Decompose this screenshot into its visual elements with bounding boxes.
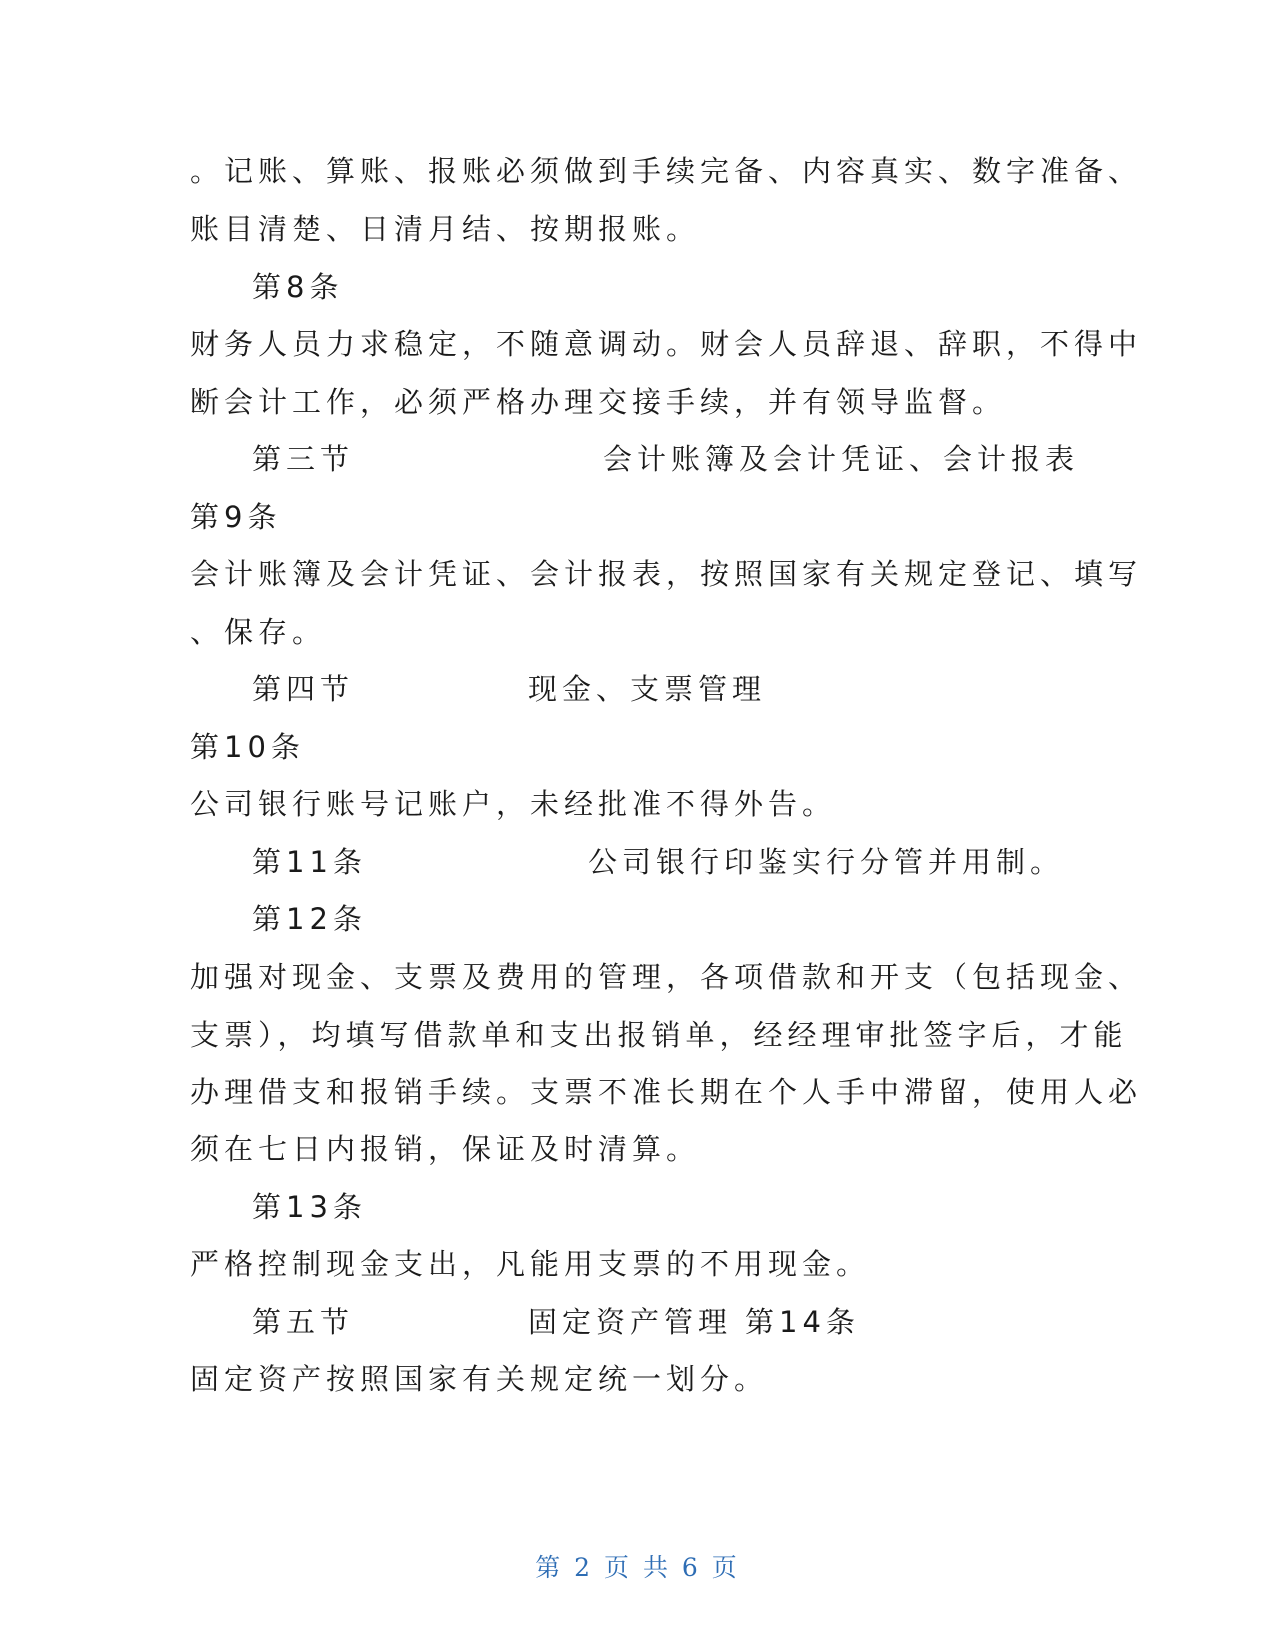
article-heading: 第11条 xyxy=(252,845,367,879)
paragraph-line: 账目清楚、日清月结、按期报账。 xyxy=(190,212,701,246)
paragraph-line: 严格控制现金支出，凡能用支票的不用现金。 xyxy=(190,1247,871,1281)
section-heading-label: 第五节 xyxy=(252,1305,355,1339)
paragraph-line: 。记账、算账、报账必须做到手续完备、内容真实、数字准备、 xyxy=(190,154,1143,188)
paragraph-line: 断会计工作，必须严格办理交接手续，并有领导监督。 xyxy=(190,385,1007,419)
paragraph-line: 加强对现金、支票及费用的管理，各项借款和开支（包括现金、 xyxy=(190,960,1143,994)
article-heading: 第12条 xyxy=(252,902,367,936)
page-number-footer: 第 2 页 共 6 页 xyxy=(535,1553,740,1582)
paragraph-line: 须在七日内报销，保证及时清算。 xyxy=(190,1132,701,1166)
article-heading: 第14条 xyxy=(745,1305,860,1339)
article-heading: 第10条 xyxy=(190,730,305,764)
article-heading: 第8条 xyxy=(252,270,344,304)
paragraph-line: 会计账簿及会计凭证、会计报表，按照国家有关规定登记、填写 xyxy=(190,557,1143,591)
section-heading-title: 会计账簿及会计凭证、会计报表 xyxy=(603,442,1080,476)
paragraph-line: 财务人员力求稳定，不随意调动。财会人员辞退、辞职，不得中 xyxy=(190,327,1143,361)
section-heading-label: 第四节 xyxy=(252,672,355,706)
paragraph-line: 公司银行账号记账户，未经批准不得外告。 xyxy=(190,787,837,821)
article-text: 公司银行印鉴实行分管并用制。 xyxy=(588,845,1065,879)
section-heading-label: 第三节 xyxy=(252,442,355,476)
paragraph-line: 固定资产按照国家有关规定统一划分。 xyxy=(190,1362,769,1396)
article-heading: 第9条 xyxy=(190,500,282,534)
section-heading-title: 现金、支票管理 xyxy=(528,672,767,706)
paragraph-line: 支票），均填写借款单和支出报销单，经经理审批签字后，才能 xyxy=(190,1018,1128,1052)
article-heading: 第13条 xyxy=(252,1190,367,1224)
paragraph-line: 办理借支和报销手续。支票不准长期在个人手中滞留，使用人必 xyxy=(190,1075,1143,1109)
paragraph-line: 、保存。 xyxy=(190,615,327,649)
section-heading-title: 固定资产管理 xyxy=(528,1305,733,1339)
